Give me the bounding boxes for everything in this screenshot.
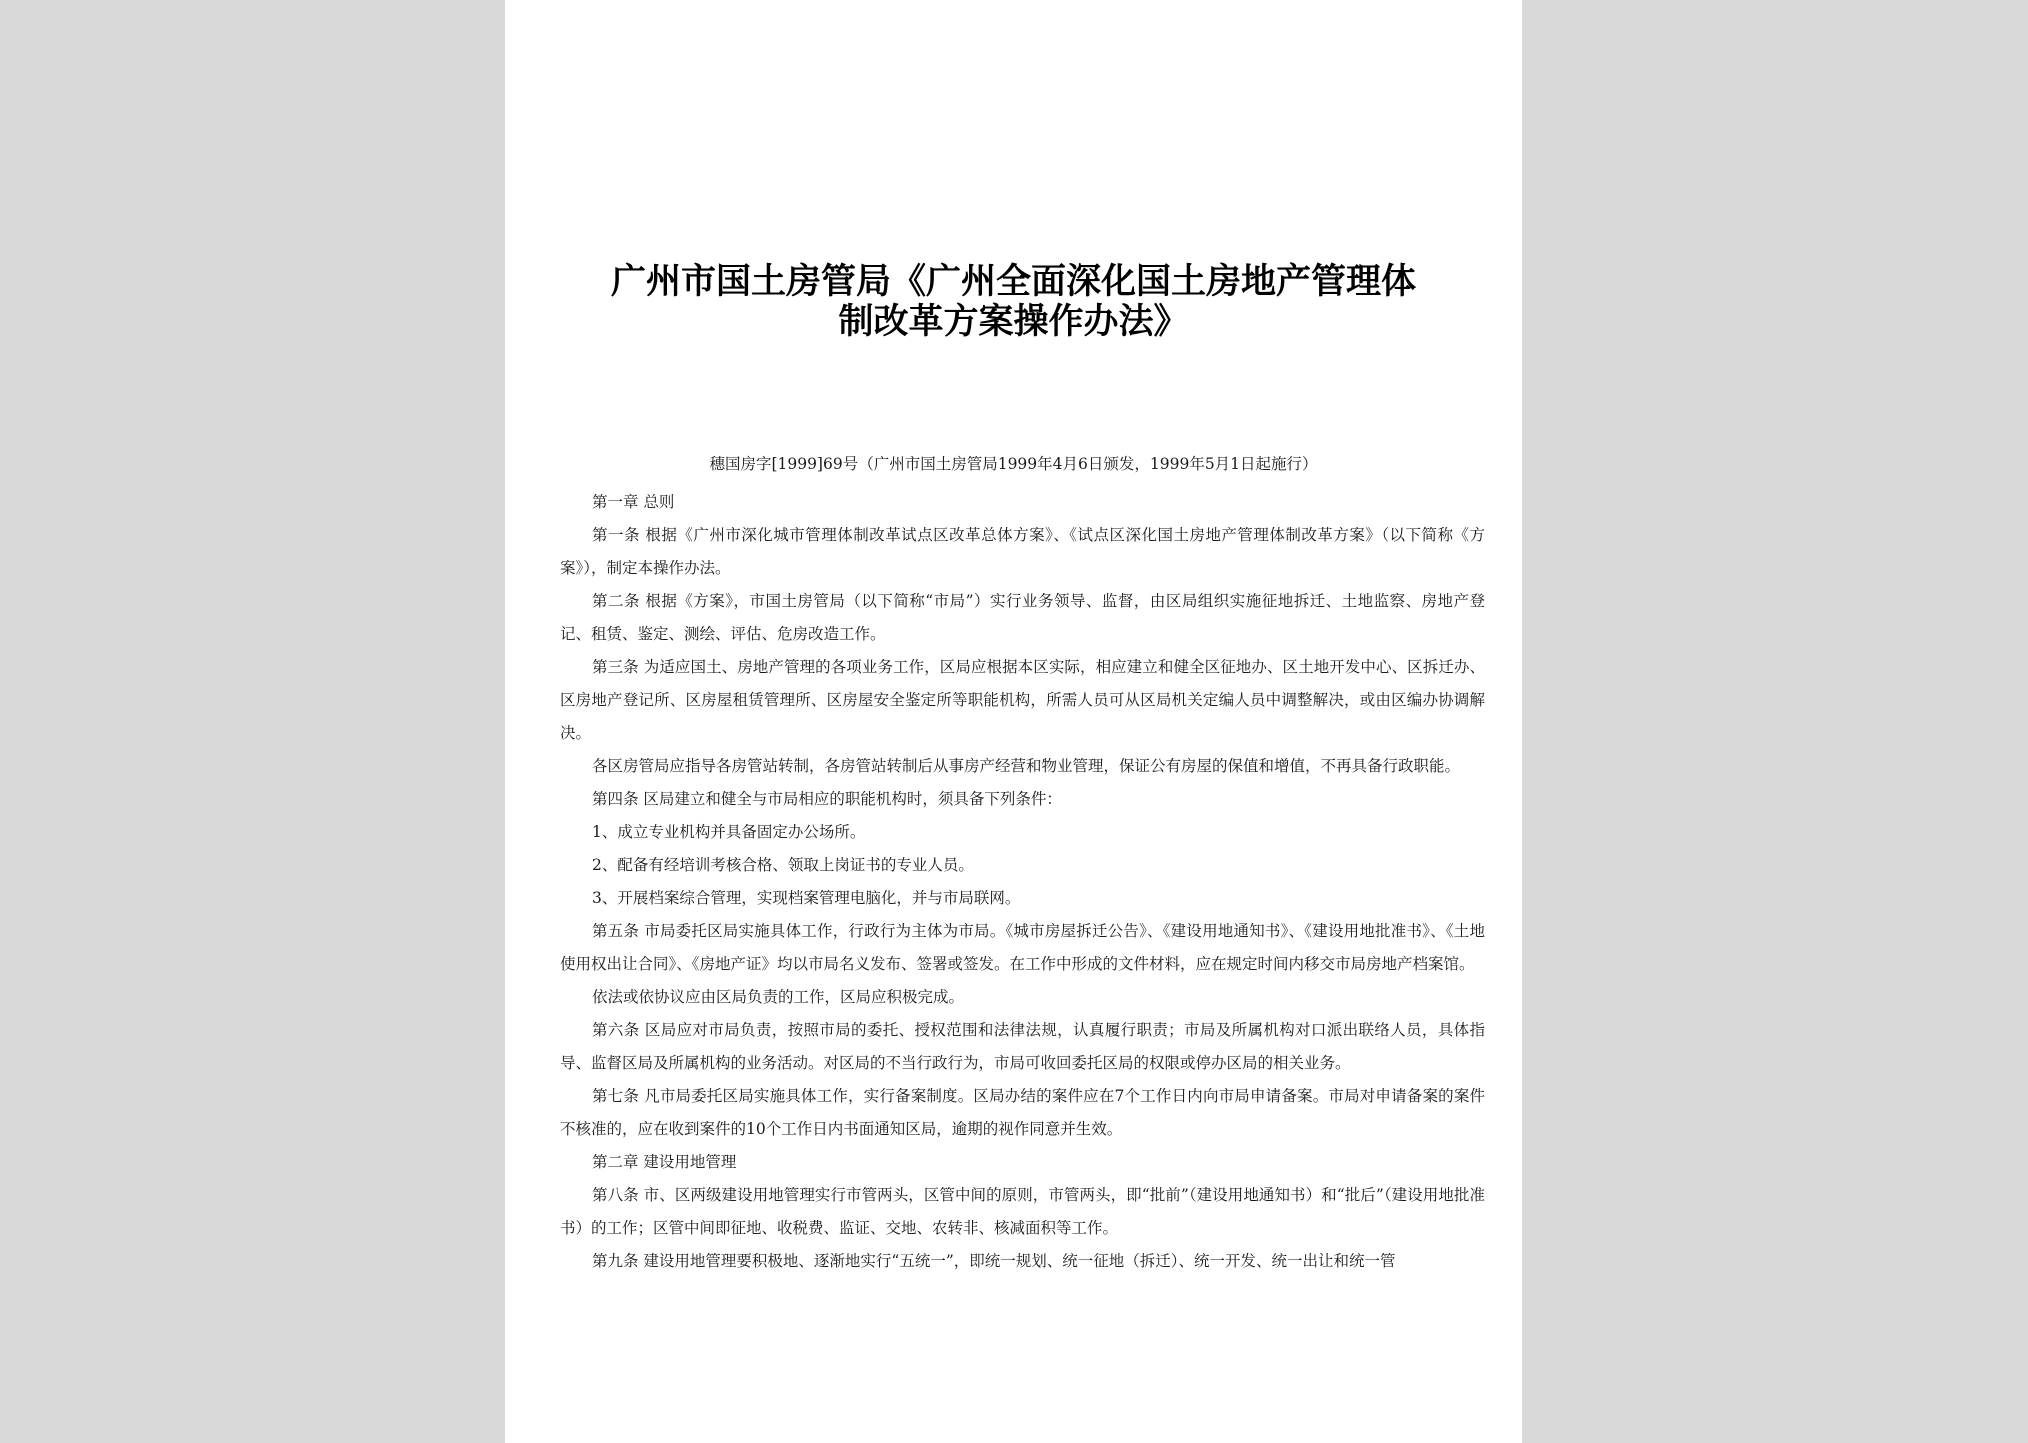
paragraph: 第九条 建设用地管理要积极地、逐渐地实行“五统一”，即统一规划、统一征地（拆迁）、统一开发、统一出让和统一管 bbox=[592, 1252, 1396, 1270]
document-body bbox=[560, 486, 1485, 1278]
document-title bbox=[585, 262, 1442, 342]
paragraph: 第六条 区局应对市局负责，按照市局的委托、授权范围和法律法规，认真履行职责；市局及所属机构对口派出联络人员，具体指导、监督区局及所属机构的业务活动。对区局的不当行政行为，市局可收回委托区局的权限或停办区局的相关业务。 bbox=[560, 1021, 1485, 1072]
paragraph: 第四条 区局建立和健全与市局相应的职能机构时，须具备下列条件： bbox=[592, 790, 1062, 808]
paragraph: 第八条 市、区两级建设用地管理实行市管两头，区管中间的原则，市管两头，即“批前”（建设用地通知书）和“批后”（建设用地批准书）的工作；区管中间即征地、收税费、监证、交地、农转非、核减面积等工作。 bbox=[560, 1186, 1485, 1237]
title-line-2: 制改革方案操作办法》 bbox=[838, 301, 1189, 342]
paragraph: 第一条 根据《广州市深化城市管理体制改革试点区改革总体方案》、《试点区深化国土房地产管理体制改革方案》（以下简称《方案》），制定本操作办法。 bbox=[560, 526, 1485, 577]
document-number: 穗国房字[1999]69号（广州市国土房管局1999年4月6日颁发，1999年5月1日起施行） bbox=[709, 455, 1318, 473]
paragraph: 第三条 为适应国土、房地产管理的各项业务工作，区局应根据本区实际，相应建立和健全区征地办、区土地开发中心、区拆迁办、区房地产登记所、区房屋租赁管理所、区房屋安全鉴定所等职能机构，所需人员可从区局机关定编人员中调整解决，或由区编办协调解决。 bbox=[560, 658, 1485, 742]
title-line-1: 广州市国土房管局《广州全面深化国土房地产管理体 bbox=[610, 261, 1416, 302]
paragraph: 依法或依协议应由区局负责的工作，区局应积极完成。 bbox=[592, 988, 965, 1006]
paragraph: 各区房管局应指导各房管站转制，各房管站转制后从事房产经营和物业管理，保证公有房屋的保值和增值，不再具备行政职能。 bbox=[592, 757, 1461, 775]
list-item: 3、开展档案综合管理，实现档案管理电脑化，并与市局联网。 bbox=[592, 889, 1021, 907]
document-page bbox=[505, 0, 1522, 1443]
list-item: 1、成立专业机构并具备固定办公场所。 bbox=[592, 823, 866, 841]
paragraph: 第七条 凡市局委托区局实施具体工作，实行备案制度。区局办结的案件应在7个工作日内向市局申请备案。市局对申请备案的案件不核准的，应在收到案件的10个工作日内书面通知区局，逾期的视作同意并生效。 bbox=[560, 1087, 1485, 1138]
chapter-heading: 第二章 建设用地管理 bbox=[592, 1153, 737, 1171]
chapter-heading: 第一章 总则 bbox=[592, 493, 675, 511]
list-item: 2、配备有经培训考核合格、领取上岗证书的专业人员。 bbox=[592, 856, 974, 874]
paragraph: 第二条 根据《方案》，市国土房管局（以下简称“市局”）实行业务领导、监督，由区局组织实施征地拆迁、土地监察、房地产登记、租赁、鉴定、测绘、评估、危房改造工作。 bbox=[560, 592, 1485, 643]
paragraph: 第五条 市局委托区局实施具体工作，行政行为主体为市局。《城市房屋拆迁公告》、《建设用地通知书》、《建设用地批准书》、《土地使用权出让合同》、《房地产证》均以市局名义发布、签署或签发。在工作中形成的文件材料，应在规定时间内移交市局房地产档案馆。 bbox=[560, 922, 1485, 973]
